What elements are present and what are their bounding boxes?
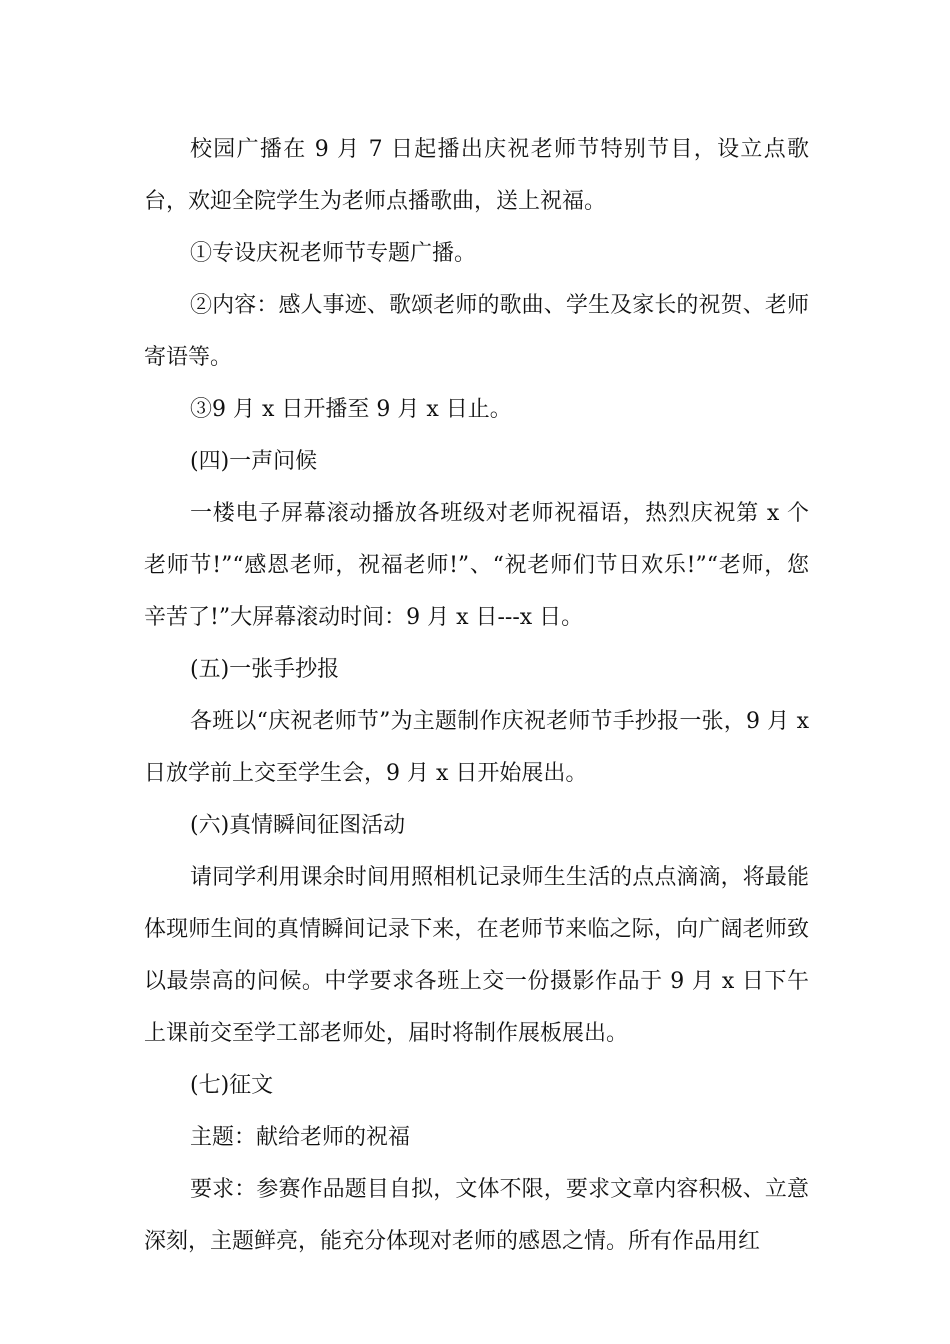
paragraph-item-2: ②内容：感人事迹、歌颂老师的歌曲、学生及家长的祝贺、老师寄语等。 [144,293,809,370]
paragraph-greeting: 一楼电子屏幕滚动播放各班级对老师祝福语，热烈庆祝第 x 个老师节!”“感恩老师，祝福老师!”、“祝老师们节日欢乐!”“老师，您辛苦了!”大屏幕滚动时间：9 月 x 日---x 日。 [144,501,809,630]
document-body [144,124,809,1268]
paragraph-handwritten-newspaper: 各班以“庆祝老师节”为主题制作庆祝老师节手抄报一张，9 月 x 日放学前上交至学生会，9 月 x 日开始展出。 [144,709,809,786]
section-heading-7: (七)征文 [190,1073,274,1098]
section-heading-4: (四)一声问候 [190,449,318,474]
section-heading-6: (六)真情瞬间征图活动 [190,813,406,838]
paragraph-campus-radio: 校园广播在 9 月 7 日起播出庆祝老师节特别节目，设立点歌台，欢迎全院学生为老师点播歌曲，送上祝福。 [144,137,809,214]
paragraph-essay-requirements: 要求：参赛作品题目自拟，文体不限，要求文章内容积极、立意深刻，主题鲜亮，能充分体现对老师的感恩之情。所有作品用红 [144,1177,809,1254]
paragraph-photo-activity: 请同学利用课余时间用照相机记录师生生活的点点滴滴，将最能体现师生间的真情瞬间记录下来，在老师节来临之际，向广阔老师致以最崇高的问候。中学要求各班上交一份摄影作品于 9 月 x 日下午上课前交至学工部老师处，届时将制作展板展出。 [144,865,809,1046]
paragraph-item-3: ③9 月 x 日开播至 9 月 x 日止。 [190,397,512,422]
section-heading-5: (五)一张手抄报 [190,657,340,682]
paragraph-essay-theme: 主题：献给老师的祝福 [190,1125,411,1150]
paragraph-item-1: ①专设庆祝老师节专题广播。 [190,241,477,266]
